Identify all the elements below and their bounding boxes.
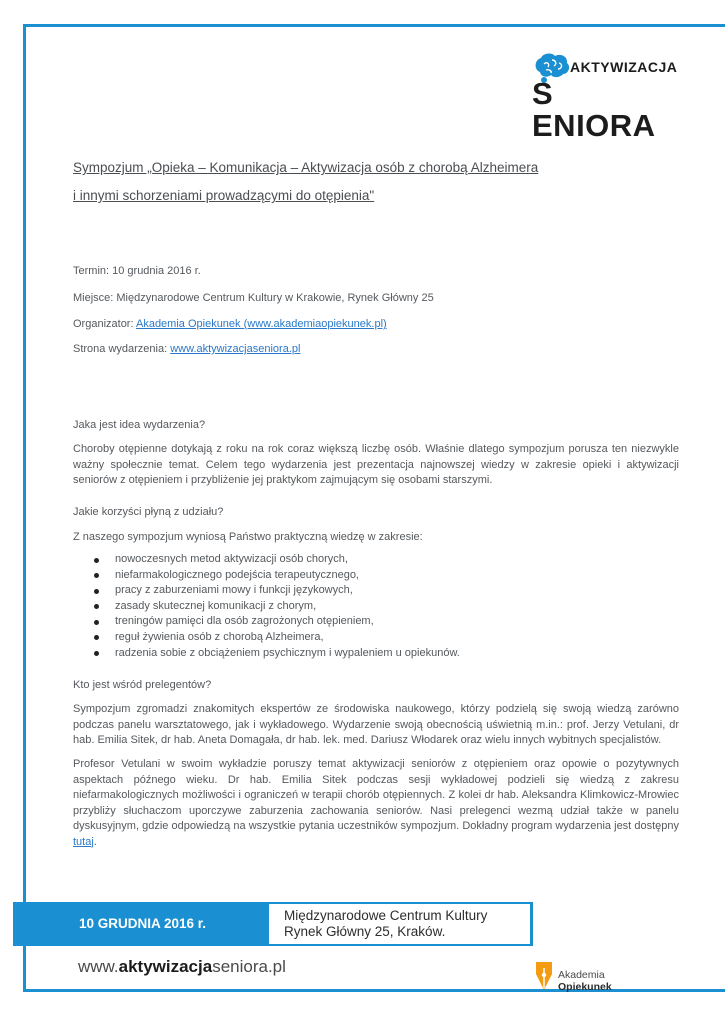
list-item-text: reguł żywienia osób z chorobą Alzheimera, — [115, 630, 324, 643]
ak-line2: Opiekunek — [558, 981, 612, 993]
question-speakers: Kto jest wśród prelegentów? — [73, 679, 212, 691]
list-item-text: treningów pamięci dla osób zagrożonych otępieniem, — [115, 615, 374, 628]
list-item — [73, 583, 460, 599]
ak-line1: Akademia — [558, 969, 605, 981]
question-idea: Jaka jest idea wydarzenia? — [73, 419, 206, 431]
bullet-icon — [94, 604, 99, 609]
paragraph-speakers: Sympozjum zgromadzi znakomitych ekspertów ze środowiska naukowego, którzy podzielą się swoją wiedzą zarówno podczas panelu warsztatowego, jak i wykładowego. Wydarzenie swoją obecnością uświetnią m.in.: prof. Jerzy Vetulani, dr hab. Emilia Sitek, dr hab. Aneta Domagała, dr hab. lek. med. Dariusz Włodarek oraz wielu innych wybitnych specjalistów. — [73, 703, 679, 746]
venue-box — [269, 904, 530, 944]
logo-text-top: AKTYWIZACJA — [570, 59, 678, 75]
question-benefits: Jakie korzyści płyną z udziału? — [73, 506, 224, 518]
footer-url-suffix: seniora.pl — [212, 957, 286, 976]
aktywizacja-seniora-logo — [532, 52, 682, 143]
bullet-icon — [94, 558, 99, 563]
list-item-text: zasady skutecznej komunikacji z chorym, — [115, 599, 317, 612]
list-item-text: niefarmakologicznego podejścia terapeutycznego, — [115, 568, 359, 581]
strona-label: Strona wydarzenia: — [73, 343, 171, 355]
ak-logo-text — [558, 969, 612, 993]
list-item-text: radzenia sobie z obciążeniem psychicznym i wypaleniem u opiekunów. — [115, 646, 460, 659]
footer-url[interactable] — [78, 957, 286, 977]
list-item — [73, 552, 460, 568]
list-item-text: pracy z zaburzeniami mowy i funkcji językowych, — [115, 584, 353, 597]
list-item — [73, 646, 460, 662]
paragraph-benefits-intro: Z naszego sympozjum wyniosą Państwo praktyczną wiedzę w zakresie: — [73, 531, 423, 543]
venue-line2: Rynek Główny 25, Kraków. — [284, 924, 446, 939]
event-title — [73, 154, 538, 210]
event-title-line1: Sympozjum „Opieka – Komunikacja – Aktywizacja osób z chorobą Alzheimera — [73, 160, 539, 175]
bullet-icon — [94, 620, 99, 625]
organizator-link[interactable]: Akademia Opiekunek (www.akademiaopiekunek.pl) — [135, 318, 387, 330]
list-item — [73, 614, 460, 630]
paragraph-program — [73, 757, 679, 850]
bullet-icon — [94, 635, 99, 640]
list-item — [73, 630, 460, 646]
info-termin: Termin: 10 grudnia 2016 r. — [73, 265, 201, 277]
organizator-label: Organizator: — [73, 318, 136, 330]
info-organizator — [73, 318, 387, 330]
info-miejsce: Miejsce: Międzynarodowe Centrum Kultury w Krakowie, Rynek Główny 25 — [73, 292, 434, 304]
footer-url-prefix: www. — [78, 957, 119, 976]
benefits-list — [73, 552, 460, 661]
paragraph-program-end: . — [93, 835, 97, 848]
banner-venue — [284, 908, 487, 940]
akademia-opiekunek-logo — [531, 962, 631, 998]
venue-line1: Międzynarodowe Centrum Kultury — [284, 908, 488, 923]
program-link[interactable]: tutaj — [73, 835, 94, 848]
logo-text-bottom: S ENIORA — [532, 76, 656, 143]
paragraph-idea: Choroby otępienne dotykają z roku na rok coraz większą liczbę osób. Właśnie dlatego sympozjum porusza ten niezwykle ważny społecznie temat. Celem tego wydarzenia jest prezentacja najnowszej wiedzy w zakresie opieki i aktywizacji seniorów z otępieniem i przybliżenie jej praktykom zajmującym się osobami starszymi. — [73, 443, 679, 486]
bullet-icon — [94, 589, 99, 594]
bullet-icon — [94, 651, 99, 656]
pen-nib-icon — [533, 962, 555, 994]
info-strona — [73, 343, 300, 355]
bullet-icon — [94, 573, 99, 578]
banner-date: 10 GRUDNIA 2016 r. — [79, 916, 207, 931]
event-title-line2: i innymi schorzeniami prowadzącymi do otępienia" — [73, 188, 375, 203]
strona-link[interactable]: www.aktywizacjaseniora.pl — [170, 343, 301, 355]
paragraph-program-text: Profesor Vetulani w swoim wykładzie poruszy temat aktywizacji seniorów z otępieniem oraz opowie o pozytywnych aspektach późnego wieku. Dr hab. Emilia Sitek podczas sesji wykładowej podzieli się wiedzą z zakresu niefarmakologicznych możliwości i ograniczeń w terapii chorób otępiennych. Z kolei dr hab. Aleksandra Klimkowicz-Mrowiec przybliży słuchaczom uporczywe zaburzenia zachowania seniorów. Nasi prelegenci wezmą udział także w panelu dyskusyjnym, gdzie odpowiedzą na wszystkie pytania uczestników sympozjum. Dokładny program wydarzenia jest dostępny — [73, 758, 679, 832]
list-item — [73, 568, 460, 584]
footer-url-bold: aktywizacja — [118, 957, 213, 976]
list-item-text: nowoczesnych metod aktywizacji osób chorych, — [115, 553, 348, 565]
list-item — [73, 599, 460, 615]
